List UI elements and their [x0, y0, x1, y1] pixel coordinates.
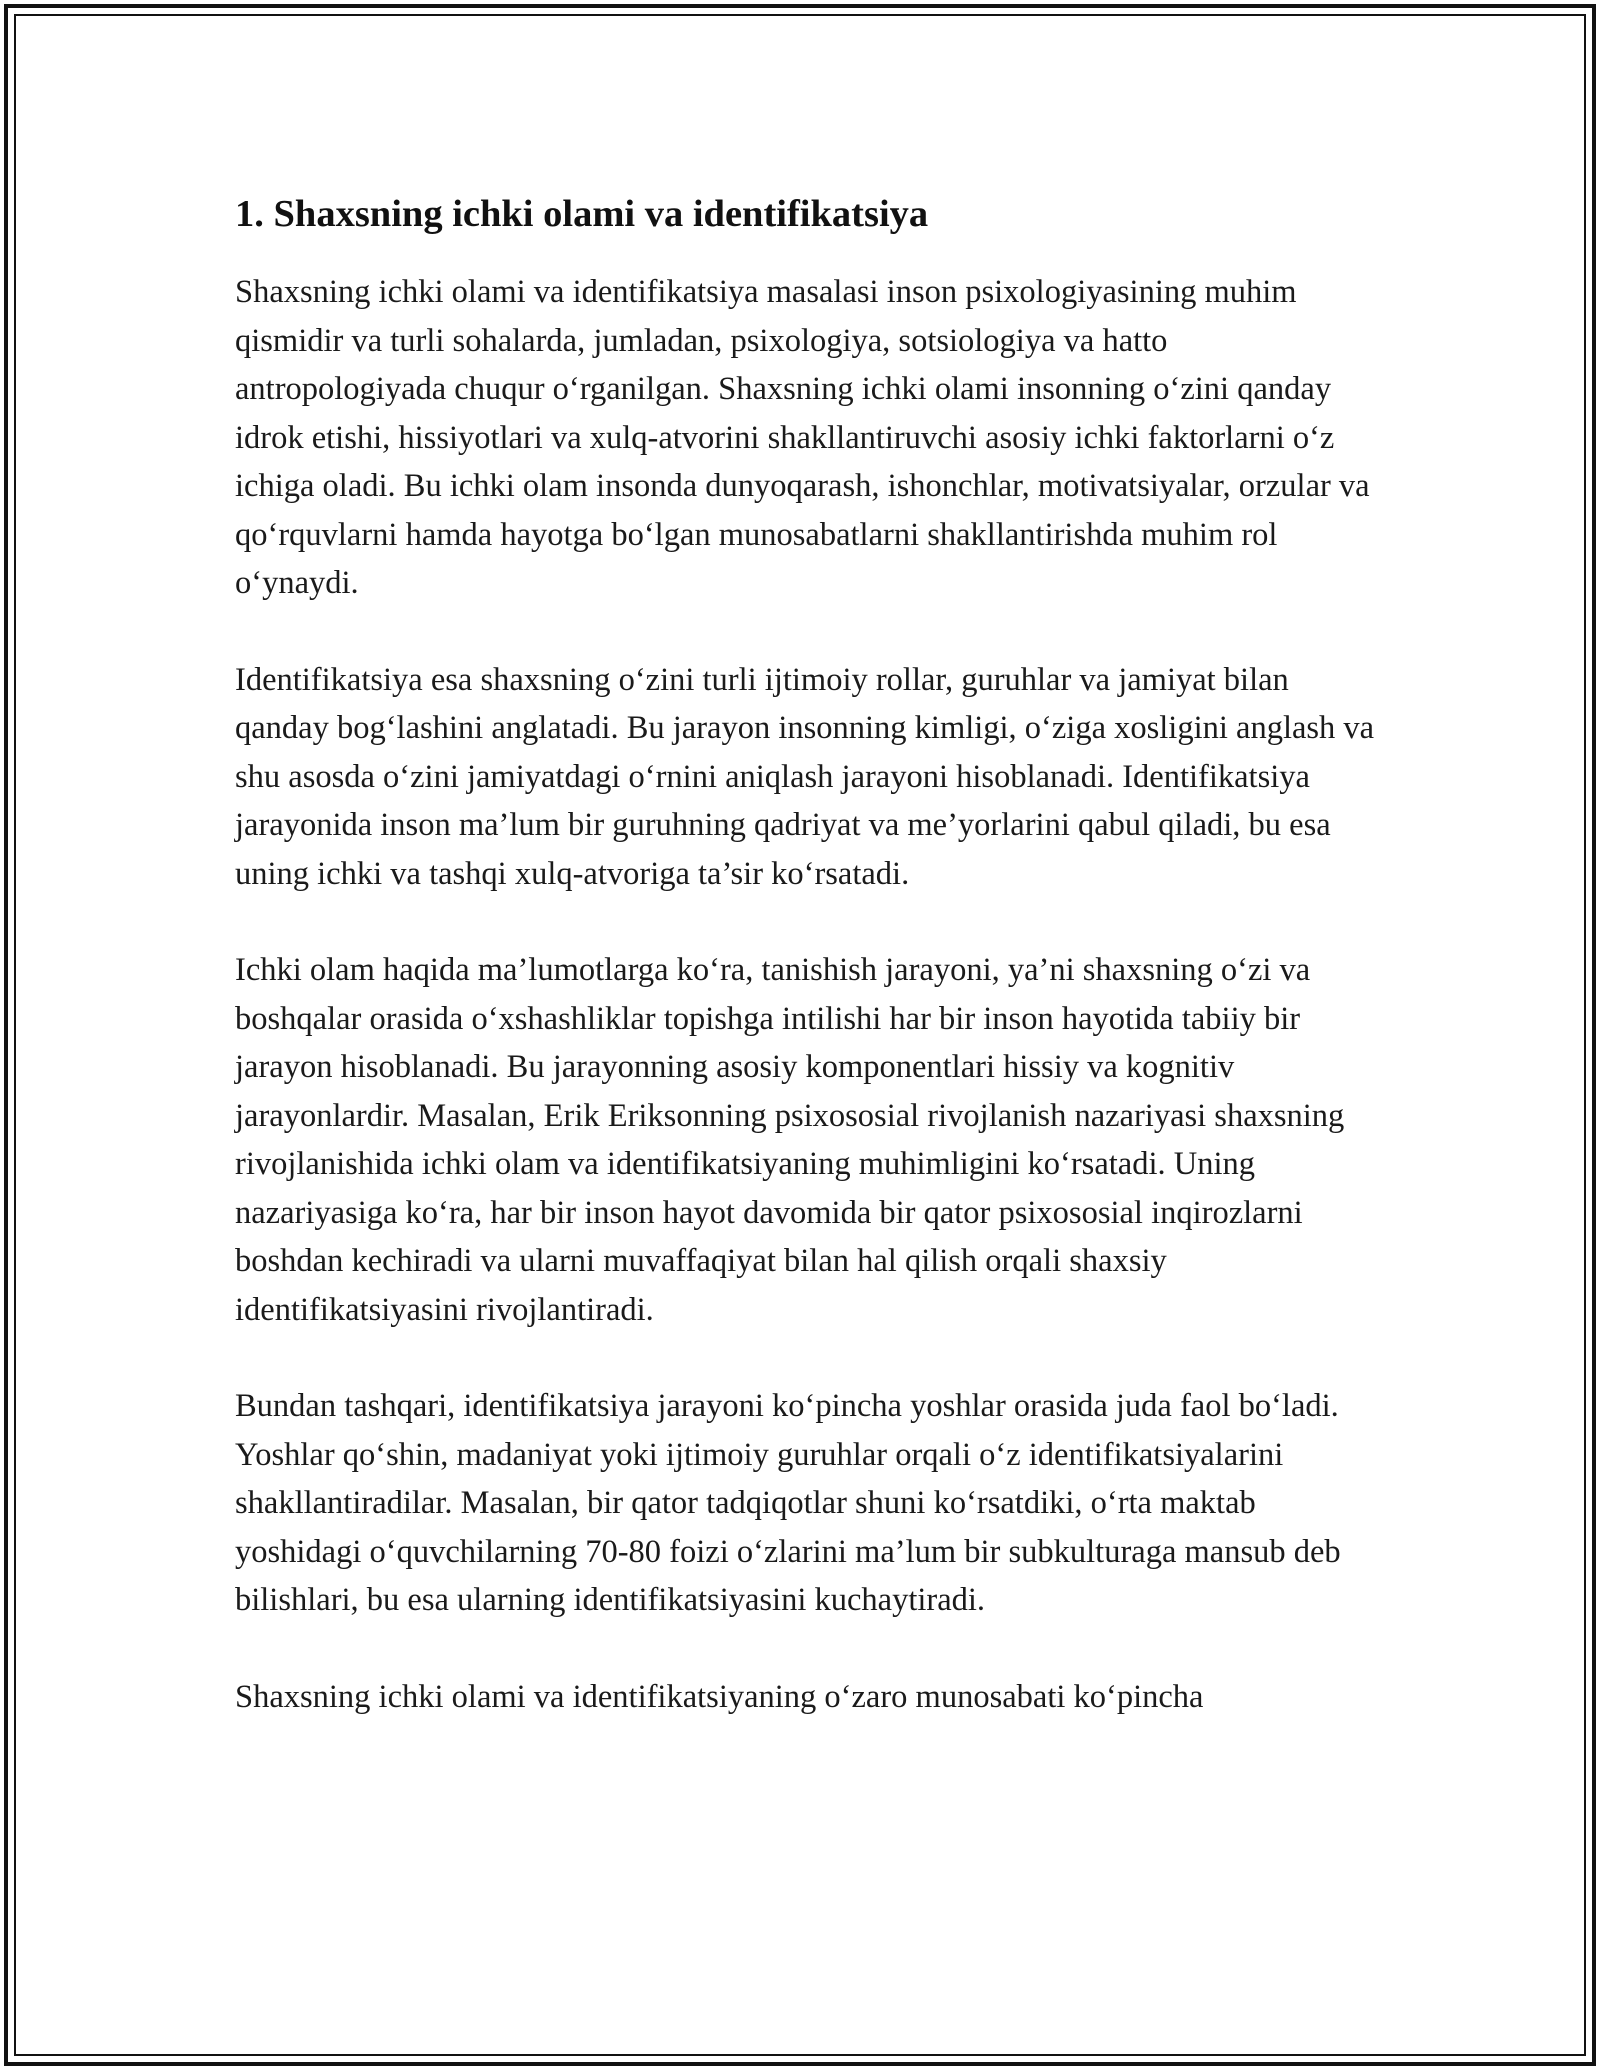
paragraph: Shaxsning ichki olami va identifikatsiya masalasi inson psixologiyasining muhim qismidir va turli sohalarda, jumladan, psixologiya, sotsiologiya va hatto antropologiyada chuqur o‘rganilgan. Shaxsning ichki olami insonning o‘zini qanday idrok etishi, hissiyotlari va xulq-atvorini shakllantiruvchi asosiy ichki faktorlarni o‘z ichiga oladi. Bu ichki olam insonda dunyoqarash, ishonchlar, motivatsiyalar, orzular va qo‘rquvlarni hamda hayotga bo‘lgan munosabatlarni shakllantirishda muhim rol o‘ynaydi.	[235, 274, 1370, 601]
paragraph: Shaxsning ichki olami va identifikatsiyaning o‘zaro munosabati ko‘pincha	[235, 1678, 1204, 1715]
paragraph: Identifikatsiya esa shaxsning o‘zini turli ijtimoiy rollar, guruhlar va jamiyat bilan qanday bog‘lashini anglatadi. Bu jarayon insonning kimligi, o‘ziga xosligini anglash va shu asosda o‘zini jamiyatdagi o‘rnini aniqlash jarayoni hisoblanadi. Identifikatsiya jarayonida inson ma’lum bir guruhning qadriyat va me’yorlarini qabul qiladi, bu esa uning ichki va tashqi xulq-atvoriga ta’sir ko‘rsatadi.	[235, 661, 1375, 892]
document-body	[235, 186, 1385, 1769]
paragraph: Bundan tashqari, identifikatsiya jarayoni ko‘pincha yoshlar orasida juda faol bo‘ladi. Yoshlar qo‘shin, madaniyat yoki ijtimoiy guruhlar orqali o‘z identifikatsiyalarini shakllantiradilar. Masalan, bir qator tadqiqotlar shuni ko‘rsatdiki, o‘rta maktab yoshidagi o‘quvchilarning 70-80 foizi o‘zlarini ma’lum bir subkulturaga mansub deb bilishlari, bu esa ularning identifikatsiyasini kuchaytiradi.	[235, 1388, 1341, 1618]
section-heading: 1. Shaxsning ichki olami va identifikatsiya	[235, 193, 929, 235]
paragraph: Ichki olam haqida ma’lumotlarga ko‘ra, tanishish jarayoni, ya’ni shaxsning o‘zi va boshqalar orasida o‘xshashliklar topishga intilishi har bir inson hayotida tabiiy bir jarayon hisoblanadi. Bu jarayonning asosiy komponentlari hissiy va kognitiv jarayonlardir. Masalan, Erik Eriksonning psixososial rivojlanish nazariyasi shaxsning rivojlanishida ichki olam va identifikatsiyaning muhimligini ko‘rsatadi. Uning nazariyasiga ko‘ra, har bir inson hayot davomida bir qator psixososial inqirozlarni boshdan kechiradi va ularni muvaffaqiyat bilan hal qilish orqali shaxsiy identifikatsiyasini rivojlantiradi.	[235, 952, 1345, 1328]
